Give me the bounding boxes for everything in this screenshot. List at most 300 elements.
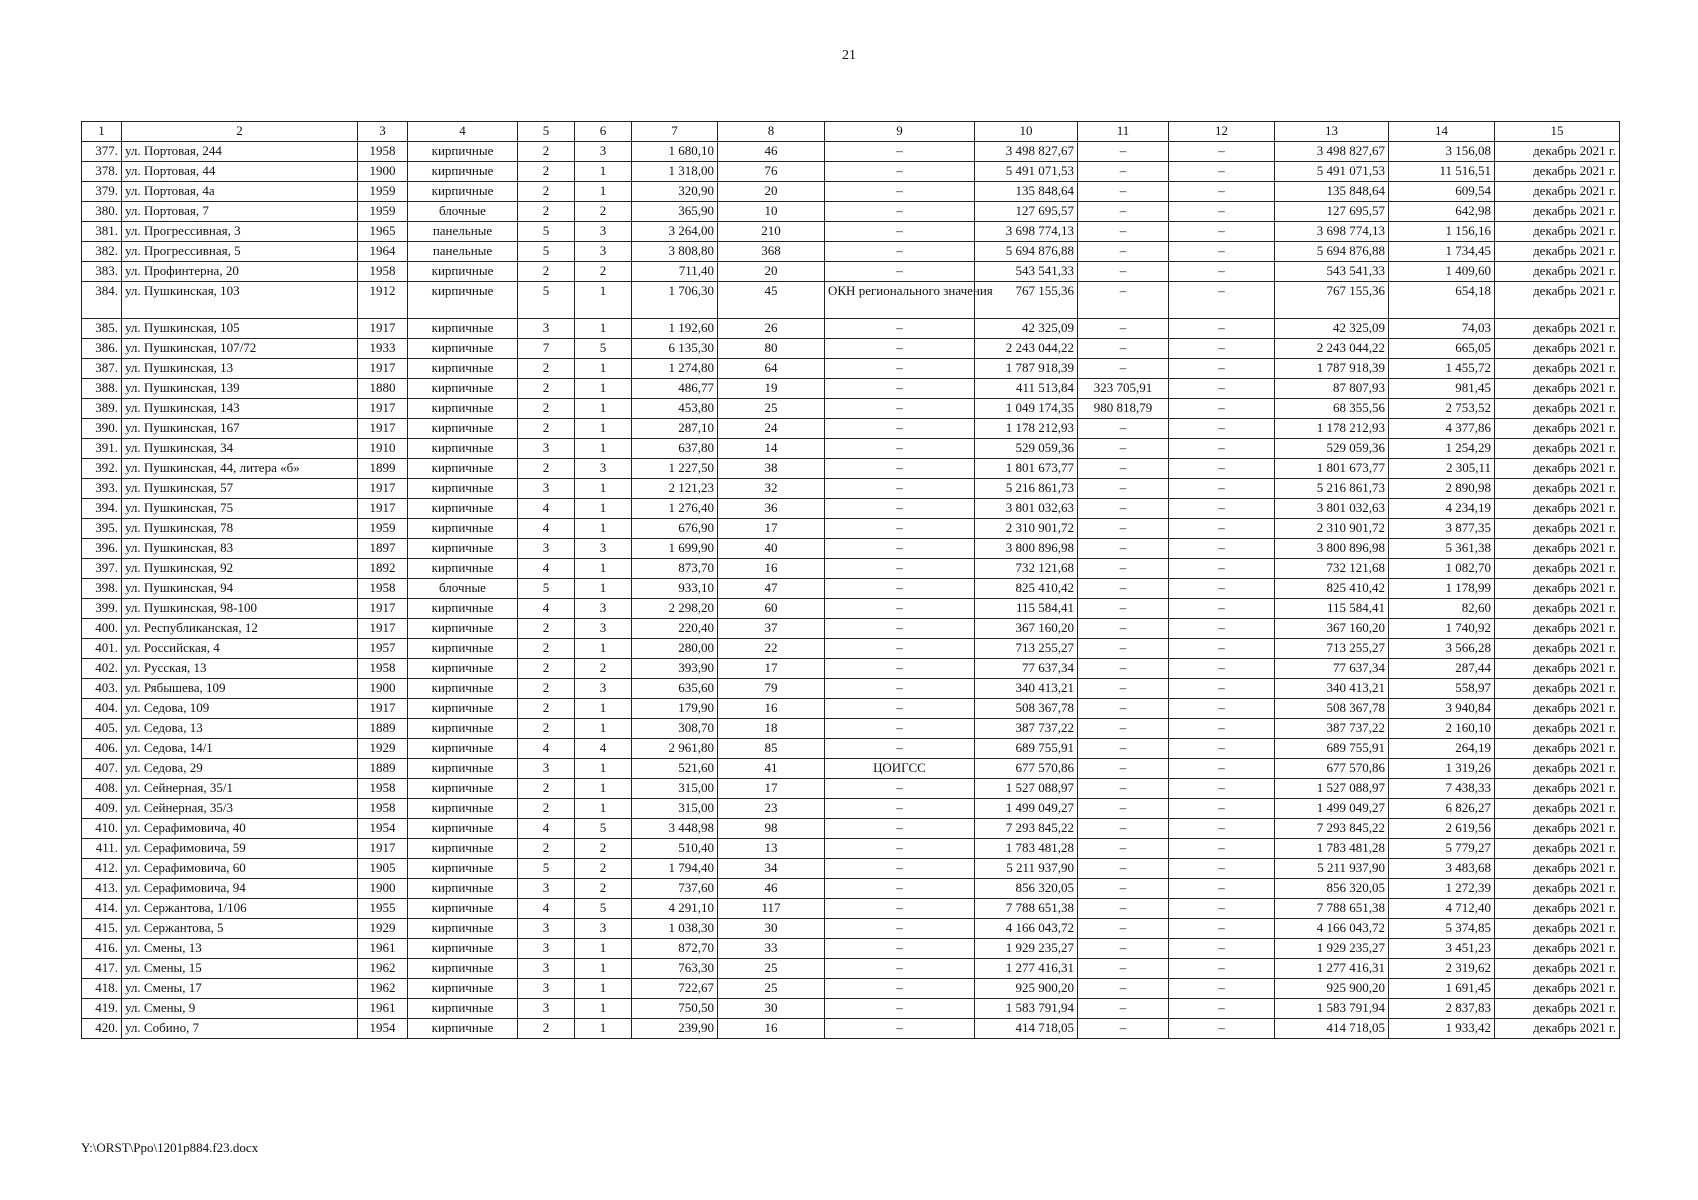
table-cell: 379. (82, 182, 122, 202)
table-cell: 390. (82, 419, 122, 439)
table-cell: 2 (518, 182, 575, 202)
table-cell: ул. Портовая, 244 (122, 142, 358, 162)
table-cell: декабрь 2021 г. (1495, 739, 1620, 759)
table-cell: – (1169, 559, 1275, 579)
table-cell: 3 698 774,13 (975, 222, 1078, 242)
table-cell: 403. (82, 679, 122, 699)
table-cell: 1 (575, 419, 632, 439)
table-cell: 42 325,09 (1275, 319, 1389, 339)
table-cell: декабрь 2021 г. (1495, 499, 1620, 519)
table-cell: ул. Сейнерная, 35/1 (122, 779, 358, 799)
table-cell: 1954 (358, 819, 408, 839)
table-cell: 5 694 876,88 (1275, 242, 1389, 262)
table-cell: – (1169, 799, 1275, 819)
table-cell: – (825, 619, 975, 639)
table-cell: 1 499 049,27 (1275, 799, 1389, 819)
table-cell: 18 (718, 719, 825, 739)
table-cell: – (1169, 519, 1275, 539)
table-cell: – (825, 699, 975, 719)
table-cell: 16 (718, 1019, 825, 1039)
table-cell: 2 (518, 399, 575, 419)
table-cell: блочные (408, 579, 518, 599)
table-cell: 20 (718, 182, 825, 202)
table-cell: 1917 (358, 419, 408, 439)
table-cell: кирпичные (408, 559, 518, 579)
table-cell: – (825, 202, 975, 222)
table-cell: 2 243 044,22 (1275, 339, 1389, 359)
table-cell: 1 734,45 (1389, 242, 1495, 262)
table-cell: – (1078, 202, 1169, 222)
table-cell: ЦОИГСС (825, 759, 975, 779)
column-header: 2 (122, 122, 358, 142)
table-cell: 395. (82, 519, 122, 539)
table-cell: 3 (575, 242, 632, 262)
table-cell: 409. (82, 799, 122, 819)
table-cell: – (825, 659, 975, 679)
table-cell: 1964 (358, 242, 408, 262)
table-cell: ул. Пушкинская, 167 (122, 419, 358, 439)
table-cell: 750,50 (632, 999, 718, 1019)
table-cell: декабрь 2021 г. (1495, 479, 1620, 499)
table-cell: – (1078, 859, 1169, 879)
table-cell: – (1078, 439, 1169, 459)
table-cell: 287,10 (632, 419, 718, 439)
table-cell: кирпичные (408, 999, 518, 1019)
table-cell: ул. Седова, 13 (122, 719, 358, 739)
table-cell: 767 155,36 (1275, 282, 1389, 319)
table-row (82, 1019, 1620, 1039)
table-cell: 3 (518, 999, 575, 1019)
table-cell: – (1169, 399, 1275, 419)
table-cell: – (1078, 959, 1169, 979)
table-cell: 1 049 174,35 (975, 399, 1078, 419)
table-cell: 386. (82, 339, 122, 359)
table-cell: 87 807,93 (1275, 379, 1389, 399)
table-cell: 46 (718, 879, 825, 899)
table-cell: 1 (575, 1019, 632, 1039)
table-cell: ул. Пушкинская, 34 (122, 439, 358, 459)
table-cell: 64 (718, 359, 825, 379)
table-cell: 1962 (358, 959, 408, 979)
table-cell: 80 (718, 339, 825, 359)
table-cell: 2 (518, 202, 575, 222)
table-cell: кирпичные (408, 839, 518, 859)
table-cell: – (1169, 959, 1275, 979)
table-cell: ул. Серафимовича, 60 (122, 859, 358, 879)
table-row (82, 699, 1620, 719)
table-row (82, 879, 1620, 899)
table-cell: кирпичные (408, 439, 518, 459)
table-cell: ул. Республиканская, 12 (122, 619, 358, 639)
table-cell: декабрь 2021 г. (1495, 919, 1620, 939)
table-cell: – (1078, 639, 1169, 659)
table-cell: 486,77 (632, 379, 718, 399)
table-cell: кирпичные (408, 619, 518, 639)
table-cell: 367 160,20 (1275, 619, 1389, 639)
table-cell: ул. Сержантова, 5 (122, 919, 358, 939)
table-cell: – (1169, 879, 1275, 899)
table-cell: 2 (518, 719, 575, 739)
table-cell: 394. (82, 499, 122, 519)
table-cell: – (825, 399, 975, 419)
column-header: 7 (632, 122, 718, 142)
table-cell: 2 310 901,72 (1275, 519, 1389, 539)
table-cell: 2 (518, 162, 575, 182)
table-cell: кирпичные (408, 162, 518, 182)
table-cell: кирпичные (408, 939, 518, 959)
table-cell: ул. Русская, 13 (122, 659, 358, 679)
table-cell: 1 929 235,27 (1275, 939, 1389, 959)
table-cell: 34 (718, 859, 825, 879)
table-cell: 3 (518, 439, 575, 459)
table-cell: 1 082,70 (1389, 559, 1495, 579)
table-cell: ул. Пушкинская, 75 (122, 499, 358, 519)
table-cell: 1 272,39 (1389, 879, 1495, 899)
table-cell: 2 (518, 779, 575, 799)
table-cell: декабрь 2021 г. (1495, 719, 1620, 739)
table-cell: кирпичные (408, 399, 518, 419)
table-cell: 2 (518, 379, 575, 399)
table-cell: – (1078, 799, 1169, 819)
table-cell: 1 455,72 (1389, 359, 1495, 379)
table-cell: кирпичные (408, 679, 518, 699)
table-cell: 1933 (358, 339, 408, 359)
table-cell: – (1169, 919, 1275, 939)
table-cell: 1 794,40 (632, 859, 718, 879)
table-cell: 3 448,98 (632, 819, 718, 839)
table-cell: – (1078, 919, 1169, 939)
table-cell: ул. Профинтерна, 20 (122, 262, 358, 282)
table-cell: 4 291,10 (632, 899, 718, 919)
table-cell: кирпичные (408, 979, 518, 999)
table-cell: 3 (518, 939, 575, 959)
table-cell: декабрь 2021 г. (1495, 359, 1620, 379)
table-cell: 508 367,78 (1275, 699, 1389, 719)
table-cell: 1 706,30 (632, 282, 718, 319)
table-cell: 1 (575, 719, 632, 739)
table-cell: 401. (82, 639, 122, 659)
table-cell: 637,80 (632, 439, 718, 459)
table-cell: 677 570,86 (1275, 759, 1389, 779)
table-cell: ул. Смены, 15 (122, 959, 358, 979)
table-cell: 1 (575, 359, 632, 379)
table-cell: 46 (718, 142, 825, 162)
table-cell: – (825, 739, 975, 759)
table-cell: ул. Собино, 7 (122, 1019, 358, 1039)
column-header: 13 (1275, 122, 1389, 142)
table-cell: 382. (82, 242, 122, 262)
table-cell: 1 740,92 (1389, 619, 1495, 639)
table-row (82, 379, 1620, 399)
table-cell: 1 (575, 479, 632, 499)
table-cell: кирпичные (408, 739, 518, 759)
table-cell: – (1078, 719, 1169, 739)
table-cell: – (1169, 339, 1275, 359)
table-cell: 414. (82, 899, 122, 919)
table-cell: 1889 (358, 719, 408, 739)
table-cell: 32 (718, 479, 825, 499)
table-cell: 264,19 (1389, 739, 1495, 759)
table-cell: 4 166 043,72 (975, 919, 1078, 939)
table-cell: декабрь 2021 г. (1495, 839, 1620, 859)
table-cell: кирпичные (408, 479, 518, 499)
table-cell: 3 (575, 142, 632, 162)
table-row (82, 262, 1620, 282)
table-cell: 5 374,85 (1389, 919, 1495, 939)
table-cell: – (1078, 999, 1169, 1019)
table-cell: кирпичные (408, 419, 518, 439)
table-cell: ул. Пушкинская, 98-100 (122, 599, 358, 619)
table-cell: декабрь 2021 г. (1495, 539, 1620, 559)
table-row (82, 202, 1620, 222)
table-cell: 33 (718, 939, 825, 959)
table-cell: 1 (575, 519, 632, 539)
table-cell: – (825, 579, 975, 599)
table-cell: 872,70 (632, 939, 718, 959)
table-cell: – (1169, 739, 1275, 759)
table-cell: 393,90 (632, 659, 718, 679)
table-cell: кирпичные (408, 519, 518, 539)
table-cell: 2 (518, 459, 575, 479)
table-row (82, 779, 1620, 799)
table-cell: 2 (575, 879, 632, 899)
table-cell: – (1078, 679, 1169, 699)
table-cell: 5 361,38 (1389, 539, 1495, 559)
table-cell: панельные (408, 242, 518, 262)
table-cell: 3 (575, 599, 632, 619)
table-cell: 1 787 918,39 (1275, 359, 1389, 379)
table-cell: 3 800 896,98 (975, 539, 1078, 559)
table-cell: ул. Прогрессивная, 3 (122, 222, 358, 242)
table-cell: 1929 (358, 739, 408, 759)
housing-table (81, 121, 1620, 1039)
table-cell: ул. Сейнерная, 35/3 (122, 799, 358, 819)
table-cell: – (825, 142, 975, 162)
table-cell: – (1169, 899, 1275, 919)
table-cell: декабрь 2021 г. (1495, 639, 1620, 659)
table-cell: 933,10 (632, 579, 718, 599)
table-row (82, 839, 1620, 859)
table-cell: декабрь 2021 г. (1495, 979, 1620, 999)
table-row (82, 819, 1620, 839)
table-cell: 2 319,62 (1389, 959, 1495, 979)
table-cell: – (1169, 759, 1275, 779)
table-cell: 408. (82, 779, 122, 799)
table-cell: – (1078, 419, 1169, 439)
table-cell: 40 (718, 539, 825, 559)
table-cell: кирпичные (408, 819, 518, 839)
table-cell: 1 178,99 (1389, 579, 1495, 599)
table-cell: кирпичные (408, 639, 518, 659)
table-cell: 1 783 481,28 (975, 839, 1078, 859)
table-cell: – (1169, 439, 1275, 459)
table-cell: 7 788 651,38 (1275, 899, 1389, 919)
table-row (82, 242, 1620, 262)
table-cell: 79 (718, 679, 825, 699)
table-cell: 280,00 (632, 639, 718, 659)
table-cell: – (1169, 222, 1275, 242)
table-cell: декабрь 2021 г. (1495, 619, 1620, 639)
table-cell: 320,90 (632, 182, 718, 202)
table-cell: – (1169, 999, 1275, 1019)
table-cell: 387 737,22 (1275, 719, 1389, 739)
table-cell: 2 (518, 1019, 575, 1039)
table-cell: 2 243 044,22 (975, 339, 1078, 359)
table-cell: 711,40 (632, 262, 718, 282)
table-cell: – (1169, 599, 1275, 619)
table-cell: 543 541,33 (975, 262, 1078, 282)
table-cell: 3 (575, 539, 632, 559)
table-cell: 340 413,21 (975, 679, 1078, 699)
table-cell: – (1169, 859, 1275, 879)
table-cell: 1 527 088,97 (975, 779, 1078, 799)
table-cell: 1900 (358, 879, 408, 899)
table-cell: 2 (518, 142, 575, 162)
table-cell: 1917 (358, 599, 408, 619)
table-cell: 873,70 (632, 559, 718, 579)
table-cell: 642,98 (1389, 202, 1495, 222)
table-cell: – (1078, 539, 1169, 559)
table-cell: – (1078, 839, 1169, 859)
column-header: 14 (1389, 122, 1495, 142)
table-cell: 340 413,21 (1275, 679, 1389, 699)
table-cell: – (825, 819, 975, 839)
table-cell: кирпичные (408, 379, 518, 399)
column-header: 12 (1169, 122, 1275, 142)
table-cell: 384. (82, 282, 122, 319)
table-cell: 1 699,90 (632, 539, 718, 559)
table-cell: 85 (718, 739, 825, 759)
table-cell: 17 (718, 779, 825, 799)
table-cell: 3 801 032,63 (1275, 499, 1389, 519)
table-cell: кирпичные (408, 262, 518, 282)
table-cell: 2 837,83 (1389, 999, 1495, 1019)
table-cell: – (825, 459, 975, 479)
table-cell: 179,90 (632, 699, 718, 719)
table-cell: 1 929 235,27 (975, 939, 1078, 959)
table-cell: 1958 (358, 579, 408, 599)
table-cell: 315,00 (632, 799, 718, 819)
table-cell: декабрь 2021 г. (1495, 419, 1620, 439)
table-cell: ул. Пушкинская, 57 (122, 479, 358, 499)
table-cell: 1917 (358, 319, 408, 339)
table-cell: 1 192,60 (632, 319, 718, 339)
table-cell: 402. (82, 659, 122, 679)
table-cell: 1 (575, 399, 632, 419)
table-cell: ул. Сержантова, 1/106 (122, 899, 358, 919)
table-cell: 677 570,86 (975, 759, 1078, 779)
table-cell: 1892 (358, 559, 408, 579)
table-row (82, 719, 1620, 739)
table-cell: кирпичные (408, 699, 518, 719)
table-cell: кирпичные (408, 182, 518, 202)
table-cell: – (1078, 142, 1169, 162)
column-header: 8 (718, 122, 825, 142)
table-cell: ул. Седова, 29 (122, 759, 358, 779)
table-cell: – (1078, 899, 1169, 919)
table-cell: – (1169, 499, 1275, 519)
table-cell: 2 (575, 262, 632, 282)
table-cell: 115 584,41 (975, 599, 1078, 619)
table-cell: 1 (575, 759, 632, 779)
table-cell: 4 (518, 519, 575, 539)
table-cell: 1 680,10 (632, 142, 718, 162)
table-cell: 1 156,16 (1389, 222, 1495, 242)
table-cell: 4 (575, 739, 632, 759)
table-cell: 3 (518, 319, 575, 339)
table-cell: 510,40 (632, 839, 718, 859)
table-cell: декабрь 2021 г. (1495, 559, 1620, 579)
table-cell: 23 (718, 799, 825, 819)
table-cell: декабрь 2021 г. (1495, 659, 1620, 679)
table-body (82, 142, 1620, 1039)
table-cell: 2 (518, 839, 575, 859)
table-cell: декабрь 2021 г. (1495, 859, 1620, 879)
table-cell: 1 801 673,77 (1275, 459, 1389, 479)
table-cell: 1962 (358, 979, 408, 999)
table-cell: 3 (575, 679, 632, 699)
table-cell: 2 310 901,72 (975, 519, 1078, 539)
table-cell: 6 826,27 (1389, 799, 1495, 819)
table-cell: – (1169, 659, 1275, 679)
table-cell: кирпичные (408, 319, 518, 339)
table-cell: 1 (575, 799, 632, 819)
table-cell: 2 (518, 659, 575, 679)
table-row (82, 579, 1620, 599)
table-cell: декабрь 2021 г. (1495, 779, 1620, 799)
table-cell: 2 961,80 (632, 739, 718, 759)
table-cell: 4 (518, 899, 575, 919)
table-cell: – (1078, 579, 1169, 599)
table-cell: 406. (82, 739, 122, 759)
table-cell: – (1078, 659, 1169, 679)
page-number: 21 (842, 48, 856, 63)
table-cell: декабрь 2021 г. (1495, 222, 1620, 242)
table-cell: – (1169, 939, 1275, 959)
table-cell: – (1078, 699, 1169, 719)
table-cell: – (1078, 619, 1169, 639)
table-cell: 1917 (358, 399, 408, 419)
table-cell: 10 (718, 202, 825, 222)
table-row (82, 162, 1620, 182)
table-cell: 1899 (358, 459, 408, 479)
table-cell: 1 583 791,94 (1275, 999, 1389, 1019)
table-cell: 415. (82, 919, 122, 939)
table-cell: 665,05 (1389, 339, 1495, 359)
table-cell: 1900 (358, 679, 408, 699)
table-cell: 856 320,05 (975, 879, 1078, 899)
table-cell: 392. (82, 459, 122, 479)
table-cell: 7 (518, 339, 575, 359)
table-cell: 117 (718, 899, 825, 919)
table-cell: декабрь 2021 г. (1495, 282, 1620, 319)
table-cell: – (825, 599, 975, 619)
table-cell: кирпичные (408, 859, 518, 879)
table-cell: ул. Пушкинская, 139 (122, 379, 358, 399)
table-cell: 239,90 (632, 1019, 718, 1039)
table-cell: 16 (718, 559, 825, 579)
table-cell: 1905 (358, 859, 408, 879)
table-cell: декабрь 2021 г. (1495, 579, 1620, 599)
table-cell: 3 (575, 459, 632, 479)
table-row (82, 799, 1620, 819)
table-cell: ул. Портовая, 44 (122, 162, 358, 182)
table-cell: кирпичные (408, 599, 518, 619)
table-cell: – (825, 379, 975, 399)
table-cell: 5 (518, 222, 575, 242)
table-cell: 1 274,80 (632, 359, 718, 379)
table-cell: – (825, 839, 975, 859)
